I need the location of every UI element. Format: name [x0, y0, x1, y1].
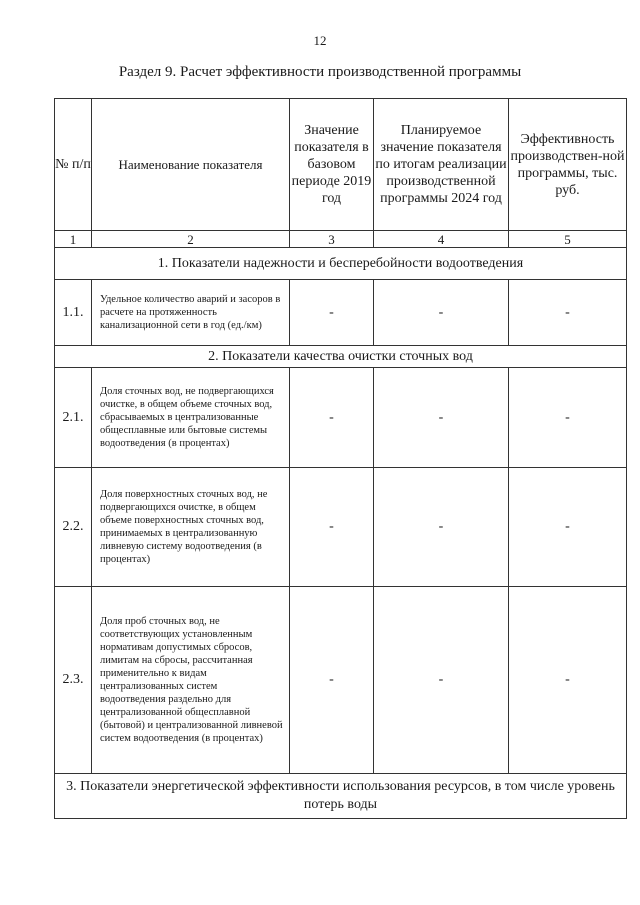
row-indicator-name: Доля поверхностных сточных вод, не подвергающихся очистке, в общем объеме поверхностных сточных вод, принимаемых в централизованную ливневую систему водоотведения (в процентах)	[92, 468, 290, 587]
header-base-value: Значение показателя в базовом периоде 2019 год	[290, 99, 374, 231]
table-header-row	[55, 99, 627, 231]
row-planned-value: -	[374, 587, 509, 774]
header-number: № п/п	[55, 99, 92, 231]
row-base-value: -	[290, 368, 374, 468]
column-number: 3	[290, 231, 374, 248]
row-efficiency: -	[509, 587, 627, 774]
header-efficiency: Эффективность производствен-ной программы, тыс. руб.	[509, 99, 627, 231]
column-number: 1	[55, 231, 92, 248]
row-base-value: -	[290, 280, 374, 346]
section-row	[55, 346, 627, 368]
row-indicator-name: Доля сточных вод, не подвергающихся очистке, в общем объеме сточных вод, сбрасываемых в централизованные общесплавные или бытовые системы водоотведения (в процентах)	[92, 368, 290, 468]
section-title: Раздел 9. Расчет эффективности производственной программы	[118, 64, 522, 80]
column-number: 5	[509, 231, 627, 248]
column-number: 4	[374, 231, 509, 248]
header-indicator-name: Наименование показателя	[92, 99, 290, 231]
section-heading: 1. Показатели надежности и бесперебойности водоотведения	[55, 248, 627, 280]
page-number: 12	[313, 33, 327, 48]
table-row	[55, 368, 627, 468]
row-efficiency: -	[509, 368, 627, 468]
row-efficiency: -	[509, 468, 627, 587]
section-heading: 2. Показатели качества очистки сточных вод	[55, 346, 627, 368]
table-row	[55, 280, 627, 346]
row-indicator-name: Удельное количество аварий и засоров в расчете на протяженность канализационной сети в год (ед./км)	[92, 280, 290, 346]
table-row	[55, 587, 627, 774]
row-planned-value: -	[374, 368, 509, 468]
row-number: 2.2.	[55, 468, 92, 587]
section-row	[55, 774, 627, 819]
row-planned-value: -	[374, 280, 509, 346]
header-planned-value: Планируемое значение показателя по итогам реализации производственной программы 2024 год	[374, 99, 509, 231]
row-number: 1.1.	[55, 280, 92, 346]
row-indicator-name: Доля проб сточных вод, не соответствующих установленным нормативам допустимых сбросов, лимитам на сбросы, рассчитанная применительно к видам централизованных систем водоотведения раздельно для централизованной общесплавной (бытовой) и централизованной ливневой систем водоотведения (в процентах)	[92, 587, 290, 774]
column-number-row	[55, 231, 627, 248]
row-number: 2.1.	[55, 368, 92, 468]
row-base-value: -	[290, 587, 374, 774]
column-number: 2	[92, 231, 290, 248]
row-efficiency: -	[509, 280, 627, 346]
row-base-value: -	[290, 468, 374, 587]
section-row	[55, 248, 627, 280]
table-row	[55, 468, 627, 587]
row-number: 2.3.	[55, 587, 92, 774]
section-heading: 3. Показатели энергетической эффективности использования ресурсов, в том числе уровень потерь воды	[55, 774, 627, 819]
efficiency-table	[54, 98, 627, 819]
row-planned-value: -	[374, 468, 509, 587]
